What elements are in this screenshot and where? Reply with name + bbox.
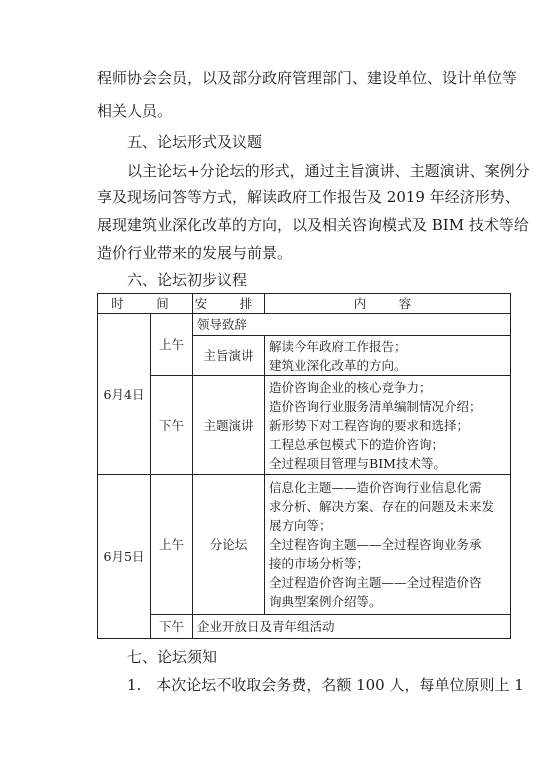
agenda-table <box>97 293 511 639</box>
section5-line-3: 展现建筑业深化改革的方向，以及相关咨询模式及 BIM 技术等给 <box>97 216 529 234</box>
theme-line: 造价咨询行业服务清单编制情况介绍； <box>269 398 482 414</box>
period-afternoon-day1: 下午 <box>151 376 193 475</box>
forum-content <box>265 475 511 615</box>
forum-line: 展方向等； <box>269 518 332 533</box>
date-cell-day1: 6月4日 <box>98 314 151 475</box>
theme-label: 主题演讲 <box>193 376 265 475</box>
table-row <box>98 475 511 615</box>
section5-line-1: 以主论坛+分论坛的形式，通过主旨演讲、主题演讲、案例分 <box>127 162 530 180</box>
period-morning-day2: 上午 <box>151 475 193 615</box>
section7-heading: 七、论坛须知 <box>127 648 218 666</box>
table-row <box>98 615 511 639</box>
period-afternoon-day2: 下午 <box>151 615 193 639</box>
keynote-content <box>265 336 511 376</box>
theme-line: 全过程项目管理与BIM技术等。 <box>269 455 446 471</box>
intro-line-1: 程师协会会员，以及部分政府管理部门、建设单位、设计单位等 <box>97 69 518 87</box>
table-row <box>98 376 511 475</box>
forum-line: 信息化主题——造价咨询行业信息化需 <box>269 480 482 495</box>
section6-heading: 六、论坛初步议程 <box>127 271 248 289</box>
section5-line-2: 享及现场问答等方式，解读政府工作报告及 2019 年经济形势、 <box>97 188 520 206</box>
section7-line-1: 1. 本次论坛不收取会务费，名额 100 人，每单位原则上 1 <box>127 676 524 694</box>
forum-line: 接的市场分析等； <box>269 556 370 571</box>
keynote-label: 主旨演讲 <box>193 336 265 376</box>
period-morning-day1: 上午 <box>151 314 193 376</box>
date-cell-day2: 6月5日 <box>98 475 151 639</box>
intro-line-2: 相关人员。 <box>97 102 173 120</box>
header-content: 内 容 <box>265 294 511 314</box>
forum-line: 全过程咨询主题——全过程咨询业务承 <box>269 537 482 552</box>
theme-line: 工程总承包模式下的造价咨询； <box>269 436 445 452</box>
forum-label: 分论坛 <box>193 475 265 615</box>
forum-line: 询典型案例介绍等。 <box>269 594 382 609</box>
opening-speech: 领导致辞 <box>193 314 511 336</box>
theme-content <box>265 376 511 475</box>
theme-line: 新形势下对工程咨询的要求和选择； <box>269 417 470 433</box>
table-header-row <box>98 294 511 314</box>
keynote-line: 解读今年政府工作报告； <box>269 338 407 354</box>
section5-heading: 五、论坛形式及议题 <box>127 133 263 151</box>
theme-line: 造价咨询企业的核心竞争力； <box>269 379 432 395</box>
afternoon-activity: 企业开放日及青年组活动 <box>193 615 511 639</box>
forum-line: 求分析、解决方案、存在的问题及未来发 <box>269 499 495 514</box>
table-row <box>98 314 511 336</box>
header-arrangement: 安 排 <box>193 294 265 314</box>
section5-line-4: 造价行业带来的发展与前景。 <box>97 244 293 262</box>
forum-line: 全过程造价咨询主题——全过程造价咨 <box>269 575 482 590</box>
keynote-line: 建筑业深化改革的方向。 <box>269 357 407 373</box>
header-time: 时 间 <box>98 294 193 314</box>
